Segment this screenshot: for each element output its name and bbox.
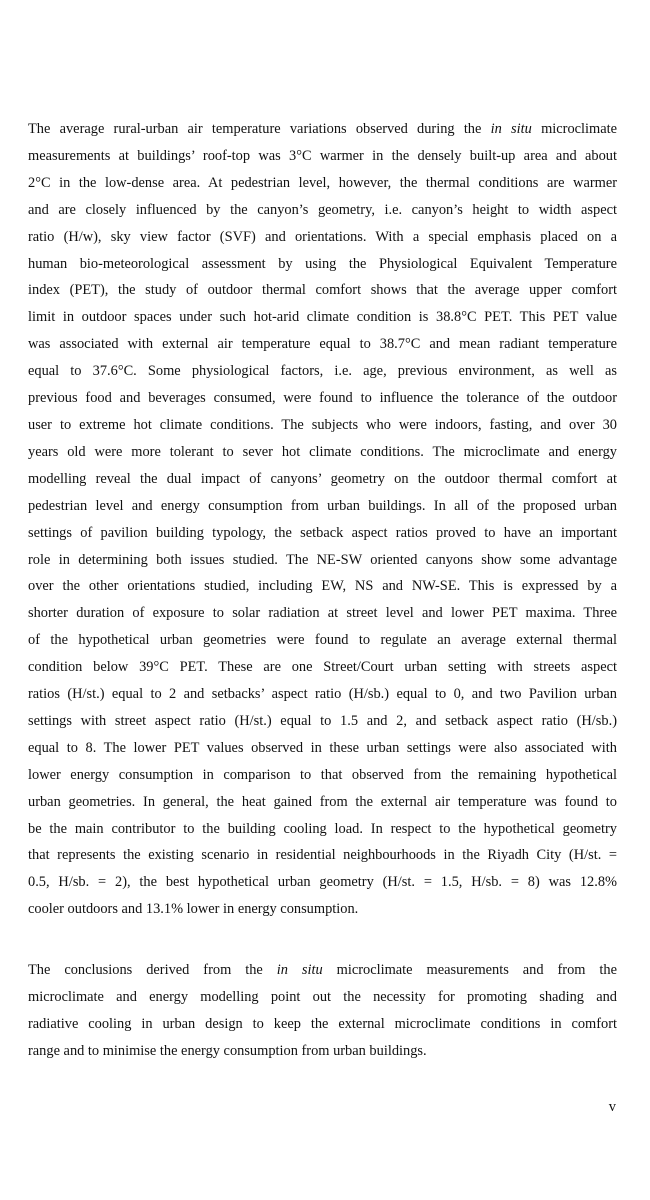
- text-run: microclimate: [531, 121, 617, 137]
- text-line: [28, 466, 617, 493]
- text-line: [28, 547, 617, 574]
- text-run: shorter duration of exposure to solar radiation at street level and lower PET maxima. Three: [28, 605, 617, 622]
- text-line: [28, 984, 617, 1011]
- text-run: condition below 39°C PET. These are one Street/Court urban setting with streets aspect: [28, 659, 617, 676]
- text-run: index (PET), the study of outdoor thermal comfort shows that the average upper comfort: [28, 282, 617, 299]
- text-run: lower energy consumption in comparison to that observed from the remaining hypothetical: [28, 766, 617, 783]
- text-line: [28, 385, 617, 412]
- text-run: The conclusions derived from the: [28, 962, 277, 978]
- text-run: of the hypothetical urban geometries were found to regulate an average external thermal: [28, 632, 617, 649]
- text-run: be the main contributor to the building cooling load. In respect to the hypothetical geometry: [28, 820, 617, 837]
- text-run: that represents the existing scenario in residential neighbourhoods in the Riyadh City (H/st. =: [28, 847, 617, 864]
- text-line: [28, 304, 617, 331]
- text-line: [28, 896, 617, 923]
- text-run: urban geometries. In general, the heat gained from the external air temperature was found to: [28, 793, 617, 810]
- text-line: [28, 520, 617, 547]
- italic-term: in situ: [276, 962, 323, 978]
- text-run: settings with street aspect ratio (H/st.) equal to 1.5 and 2, and setback aspect ratio (H/sb.): [28, 712, 617, 729]
- text-line: [28, 493, 617, 520]
- text-run: 0.5, H/sb. = 2), the best hypothetical urban geometry (H/st. = 1.5, H/sb. = 8) was 12.8%: [28, 874, 617, 891]
- text-run: role in determining both issues studied. The NE-SW oriented canyons show some advantage: [28, 551, 617, 568]
- text-run: radiative cooling in urban design to keep the external microclimate conditions in comfort: [28, 1015, 617, 1032]
- text-line: [28, 957, 617, 984]
- text-line: [28, 197, 617, 224]
- text-line: [28, 600, 617, 627]
- abstract-paragraph-1: [28, 116, 617, 923]
- text-run: cooler outdoors and 13.1% lower in energy consumption.: [28, 901, 359, 918]
- text-run: user to extreme hot climate conditions. The subjects who were indoors, fasting, and over 30: [28, 416, 617, 433]
- text-run: The average rural-urban air temperature variations observed during the: [28, 121, 491, 137]
- text-line: [28, 439, 617, 466]
- text-run: was associated with external air temperature equal to 38.7°C and mean radiant temperature: [28, 336, 617, 353]
- text-line: [28, 762, 617, 789]
- text-run: years old were more tolerant to sever hot climate conditions. The microclimate and energy: [28, 443, 617, 460]
- text-line: [28, 358, 617, 385]
- text-line: [28, 224, 617, 251]
- text-run: equal to 37.6°C. Some physiological factors, i.e. age, previous environment, as well as: [28, 363, 617, 380]
- text-run: and are closely influenced by the canyon’s geometry, i.e. canyon’s height to width aspect: [28, 201, 617, 218]
- text-line: [28, 1011, 617, 1038]
- italic-term: in situ: [490, 121, 532, 137]
- text-line: [28, 116, 617, 143]
- text-run: previous food and beverages consumed, were found to influence the tolerance of the outdoor: [28, 390, 617, 407]
- text-run: range and to minimise the energy consumption from urban buildings.: [28, 1042, 427, 1059]
- text-line: [28, 789, 617, 816]
- text-line: [28, 708, 617, 735]
- text-line: [28, 816, 617, 843]
- abstract-paragraph-2: [28, 957, 617, 1065]
- text-run: equal to 8. The lower PET values observed in these urban settings were also associated with: [28, 739, 617, 756]
- text-run: limit in outdoor spaces under such hot-arid climate condition is 38.8°C PET. This PET value: [28, 309, 617, 326]
- text-run: human bio-meteorological assessment by using the Physiological Equivalent Temperature: [28, 255, 617, 272]
- page-number: v: [608, 1099, 616, 1115]
- text-line: [28, 627, 617, 654]
- text-line: [28, 170, 617, 197]
- text-line: [28, 735, 617, 762]
- text-line: [28, 331, 617, 358]
- text-run: over the other orientations studied, including EW, NS and NW-SE. This is expressed by a: [28, 578, 617, 595]
- text-line: [28, 681, 617, 708]
- text-line: [28, 251, 617, 278]
- text-line: [28, 412, 617, 439]
- text-line: [28, 143, 617, 170]
- text-run: 2°C in the low-dense area. At pedestrian level, however, the thermal conditions are warmer: [28, 174, 617, 191]
- text-line: [28, 277, 617, 304]
- text-line: [28, 573, 617, 600]
- text-run: settings of pavilion building typology, the setback aspect ratios proved to have an important: [28, 524, 617, 541]
- text-run: microclimate measurements and from the: [322, 962, 617, 978]
- text-run: ratios (H/st.) equal to 2 and setbacks’ aspect ratio (H/sb.) equal to 0, and two Pavilion urban: [28, 686, 617, 703]
- text-run: microclimate and energy modelling point out the necessity for promoting shading and: [28, 988, 617, 1005]
- text-line: [28, 869, 617, 896]
- text-run: modelling reveal the dual impact of canyons’ geometry on the outdoor thermal comfort at: [28, 470, 617, 487]
- text-run: pedestrian level and energy consumption from urban buildings. In all of the proposed urban: [28, 497, 617, 514]
- text-run: measurements at buildings’ roof-top was 3°C warmer in the densely built-up area and about: [28, 147, 617, 164]
- text-line: [28, 842, 617, 869]
- text-line: [28, 654, 617, 681]
- text-line: [28, 1038, 617, 1065]
- text-run: ratio (H/w), sky view factor (SVF) and orientations. With a special emphasis placed on a: [28, 228, 617, 245]
